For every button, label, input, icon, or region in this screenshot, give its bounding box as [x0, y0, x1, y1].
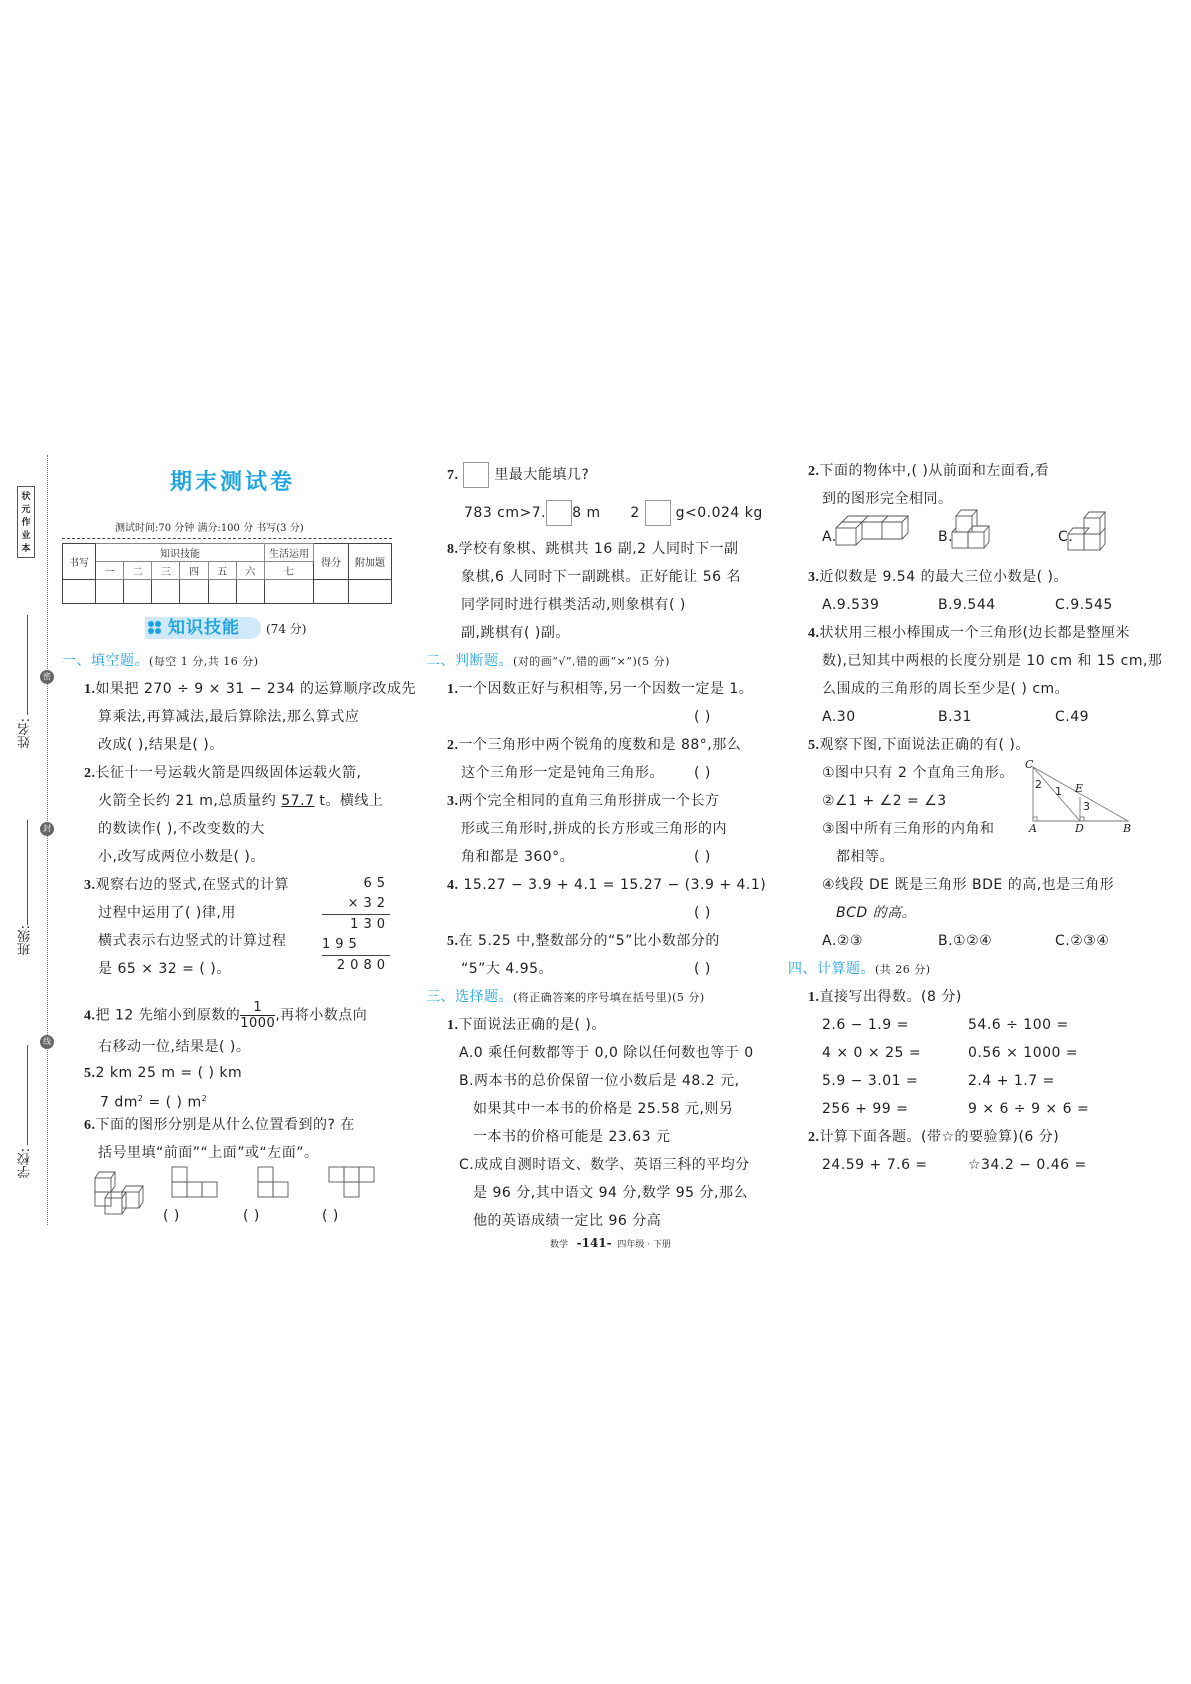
answer-blank-line[interactable]: 改成( ),结果是( )。	[98, 737, 224, 753]
score-cell[interactable]	[236, 580, 264, 604]
sub-col-3: 三	[152, 562, 180, 580]
question-text: 在 5.25 中,整数部分的“5”比小数部分的	[458, 933, 720, 949]
school-label: 学校:	[18, 1148, 33, 1179]
question-text: 长征十一号运载火箭是四级固体运载火箭,	[95, 765, 362, 781]
q-number: 4.	[84, 1008, 96, 1024]
score-cell[interactable]	[152, 580, 180, 604]
label-e: E	[1075, 782, 1084, 795]
seal-mi: 密	[40, 670, 54, 684]
cubes-step-figure	[1068, 510, 1113, 552]
answer-blank-line[interactable]: 下面的物体中,( )从前面和左面看,看	[819, 463, 1050, 479]
score-cell[interactable]	[349, 580, 392, 604]
q-number: 1.	[84, 682, 96, 697]
question-text: 状状用三根小棒围成一个三角形(边长都是整厘米	[819, 625, 1130, 641]
group-knowledge: 知识技能	[96, 544, 265, 562]
score-cell[interactable]	[124, 580, 152, 604]
answer-blank-line[interactable]: 过程中运用了( )律,用	[98, 905, 236, 921]
section4-heading	[788, 960, 931, 979]
q-number: 2.	[447, 738, 459, 753]
section2-note: (对的画“√”,错的画“×”)(5 分)	[513, 655, 670, 668]
q-number: 2.	[808, 464, 820, 479]
judge-blank[interactable]: ( )	[694, 905, 711, 921]
q-number: 7.	[447, 468, 459, 483]
name-label: 姓名:	[18, 718, 33, 749]
question-text: t。横线上	[314, 793, 384, 809]
calc-item: 256 + 99 =	[822, 1101, 909, 1117]
score-cell[interactable]	[208, 580, 236, 604]
statement: ③图中所有三角形的内角和	[822, 821, 995, 837]
option-b-label: B.	[938, 529, 954, 545]
calc-item: 24.59 + 7.6 =	[822, 1157, 928, 1173]
score-cell[interactable]	[265, 580, 314, 604]
left-view-figure	[258, 1167, 293, 1199]
option-b-cont: 如果其中一本书的价格是 25.58 元,则另	[473, 1101, 734, 1117]
question-text: 如果把 270 ÷ 9 × 31 − 234 的运算顺序改成先	[95, 681, 416, 697]
denominator: 1000	[240, 1016, 276, 1031]
vertical-multiplication	[322, 874, 390, 976]
question-text: 数),已知其中两根的长度分别是 10 cm 和 15 cm,那	[822, 653, 1163, 669]
section1-heading	[62, 652, 259, 671]
option-c-cont: 是 96 分,其中语文 94 分,数学 95 分,那么	[473, 1185, 748, 1201]
answer-blank-line[interactable]: 同学同时进行棋类活动,则象棋有( )	[461, 597, 686, 613]
section2-title: 二、判断题。	[426, 653, 513, 669]
vert-row: 130	[350, 917, 390, 932]
q-number: 1.	[447, 1018, 459, 1033]
answer-blank-line[interactable]: 么围成的三角形的周长至少是( ) cm。	[822, 681, 1070, 697]
question-text: 象棋,6 人同时下一副跳棋。正好能让 56 名	[461, 569, 742, 585]
option-b-cont: 一本书的价格可能是 23.63 元	[473, 1129, 671, 1145]
answer-blank-line[interactable]: 近似数是 9.54 的最大三位小数是( )。	[819, 569, 1068, 585]
statement: ④线段 DE 既是三角形 BDE 的高,也是三角形	[822, 877, 1115, 893]
seal-feng: 封	[40, 822, 54, 836]
section2-heading	[426, 652, 670, 671]
vert-row: ×32	[322, 894, 390, 915]
vert-row: 2080	[336, 958, 390, 973]
exam-info: 测试时间:70 分钟 满分:100 分 书写(3 分)	[115, 523, 304, 534]
calc-item: 2.4 + 1.7 =	[968, 1073, 1055, 1089]
header-divider	[62, 538, 392, 539]
option-a: A.9.539	[822, 597, 880, 613]
judge-blank[interactable]: ( )	[694, 765, 711, 781]
cube-stack-3d-figure	[95, 1172, 155, 1217]
class-underline	[27, 820, 28, 925]
option-a-label: A.	[822, 529, 837, 545]
section-banner-label: 知识技能	[168, 618, 240, 638]
option-c-label: C.	[1058, 529, 1074, 545]
score-cell[interactable]	[63, 580, 96, 604]
numerator: 1	[240, 1000, 275, 1016]
option-c: C.49	[1055, 709, 1090, 725]
q-number: 6.	[84, 1118, 96, 1133]
q-number: 3.	[84, 878, 96, 893]
option-c: C.成成自测时语文、数学、英语三科的平均分	[459, 1157, 750, 1173]
question-text: “5”大 4.95。	[461, 961, 554, 977]
inequality-text: 783 cm>7.	[464, 505, 547, 521]
option-a: A.0 乘任何数都等于 0,0 除以任何数也等于 0	[459, 1045, 754, 1061]
underlined-number: 57.7	[281, 793, 315, 809]
school-underline	[27, 1045, 28, 1145]
q-number: 5.	[808, 738, 820, 753]
question-text: 直接写出得数。(8 分)	[819, 989, 962, 1005]
question-text: ,再将小数点向	[275, 1007, 368, 1024]
question-text: 这个三角形一定是钝角三角形。	[461, 765, 664, 781]
option-c: C.9.545	[1055, 597, 1113, 613]
front-view-figure	[172, 1167, 222, 1199]
section-banner-score: (74 分)	[266, 622, 307, 636]
q-number: 5.	[447, 934, 459, 949]
question-text: 把 12 先缩小到原数的	[95, 1007, 241, 1024]
calc-item: 5.9 − 3.01 =	[822, 1073, 919, 1089]
label-b: B	[1123, 822, 1132, 835]
top-view-figure	[329, 1167, 379, 1199]
sub-col-6: 六	[236, 562, 264, 580]
question-text: 学校有象棋、跳棋共 16 副,2 人同时下一副	[458, 541, 739, 557]
col-score: 得分	[314, 544, 349, 580]
fraction	[240, 1000, 275, 1031]
page-footer	[550, 1236, 671, 1250]
score-cell[interactable]	[180, 580, 208, 604]
question-text: 算乘法,再算减法,最后算除法,那么算式应	[98, 709, 360, 725]
question-text: 火箭全长约 21 m,总质量约	[98, 793, 282, 809]
sub-col-2: 二	[124, 562, 152, 580]
label-d: D	[1075, 822, 1084, 835]
q-number: 3.	[447, 794, 459, 809]
option-b: B.9.544	[938, 597, 996, 613]
sub-col-7: 七	[265, 562, 314, 580]
angle-3-label: 3	[1083, 800, 1090, 813]
sub-col-1: 一	[96, 562, 124, 580]
question-text: 计算下面各题。(带☆的要验算)(6 分)	[819, 1129, 1060, 1145]
calc-item: 9 × 6 ÷ 9 × 6 =	[968, 1101, 1090, 1117]
question-text: 一个因数正好与积相等,另一个因数一定是 1。	[458, 681, 754, 697]
binding-dotted-line	[47, 455, 48, 1225]
judge-blank[interactable]: ( )	[694, 849, 711, 865]
fill-box[interactable]	[463, 462, 489, 488]
section1-title: 一、填空题。	[62, 653, 149, 669]
statement: ①图中只有 2 个直角三角形。	[822, 765, 1014, 781]
seal-xian: 线	[40, 1035, 54, 1049]
sub-col-4: 四	[180, 562, 208, 580]
answer-blank[interactable]: ( )	[163, 1208, 180, 1224]
question-text: 括号里填“前面”“上面”或“左面”。	[98, 1145, 319, 1161]
answer-blank-line[interactable]: 的数读作( ),不改变数的大	[98, 821, 265, 837]
calc-item: 2.6 − 1.9 =	[822, 1017, 909, 1033]
section4-title: 四、计算题。	[788, 961, 875, 977]
q-number: 4.	[447, 878, 459, 893]
section3-heading	[426, 988, 705, 1007]
col-writing: 书写	[63, 544, 96, 580]
score-table	[62, 543, 392, 604]
q-number: 2.	[808, 1130, 820, 1145]
question-text: 到的图形完全相同。	[822, 491, 953, 507]
q-number: 5.	[84, 1066, 96, 1081]
vert-row: 65	[363, 876, 390, 891]
section3-note: (将正确答案的序号填在括号里)(5 分)	[513, 991, 705, 1004]
judge-blank[interactable]: ( )	[694, 961, 711, 977]
question-text: 角和都是 360°。	[461, 849, 575, 865]
col-bonus: 附加题	[349, 544, 392, 580]
statement-cont: 都相等。	[836, 849, 894, 865]
name-underline	[27, 615, 28, 715]
page-number: -141-	[576, 1236, 612, 1250]
inequality-text: g<0.024 kg	[675, 505, 763, 521]
answer-blank-line[interactable]: 是 65 × 32 = ( )。	[98, 961, 231, 977]
cubes-row-figure	[836, 518, 896, 548]
calc-item: 4 × 0 × 25 =	[822, 1045, 922, 1061]
vert-row: 195	[322, 935, 390, 956]
question-text: 观察右边的竖式,在竖式的计算	[95, 877, 289, 893]
option-a: A.30	[822, 709, 856, 725]
q-number: 8.	[447, 542, 459, 557]
option-b: B.31	[938, 709, 972, 725]
answer-blank-line[interactable]: 小,改写成两位小数是( )。	[98, 849, 265, 865]
section3-title: 三、选择题。	[426, 989, 513, 1005]
label-a: A	[1029, 822, 1037, 835]
option-c-cont: 他的英语成绩一定比 96 分高	[473, 1213, 662, 1229]
statement-cont: BCD 的高。	[836, 905, 917, 921]
section4-note: (共 26 分)	[875, 963, 931, 976]
option-b: B.①②④	[938, 933, 993, 949]
class-label: 班级:	[18, 925, 33, 956]
answer-blank-line[interactable]: 下面说法正确的是( )。	[458, 1017, 606, 1033]
question-text: 里最大能填几?	[494, 467, 590, 483]
sub-col-5: 五	[208, 562, 236, 580]
calc-item: 0.56 × 1000 =	[968, 1045, 1079, 1061]
q-number: 1.	[447, 682, 459, 697]
answer-blank-line[interactable]: = ( ) m	[148, 1094, 202, 1111]
score-cell[interactable]	[96, 580, 124, 604]
angle-1-label: 1	[1055, 785, 1062, 798]
clover-icon	[148, 621, 162, 635]
option-b: B.两本书的总价保留一位小数后是 48.2 元,	[459, 1073, 740, 1089]
answer-blank[interactable]: ( )	[322, 1208, 339, 1224]
group-life: 生活运用	[265, 544, 314, 562]
inequality-text: 2	[630, 505, 640, 521]
question-text: 下面的图形分别是从什么位置看到的? 在	[95, 1117, 355, 1133]
inequality-text: 8 m	[572, 505, 601, 521]
answer-blank-line[interactable]: 副,跳棋有( )副。	[461, 625, 570, 641]
page-title: 期末测试卷	[170, 469, 296, 495]
calc-item: 54.6 ÷ 100 =	[968, 1017, 1069, 1033]
answer-blank[interactable]: ( )	[243, 1208, 260, 1224]
triangle-figure	[1028, 764, 1133, 829]
statement: ②∠1 + ∠2 = ∠3	[822, 793, 947, 809]
question-text: 7 dm	[100, 1094, 138, 1111]
fill-box[interactable]	[546, 500, 572, 526]
answer-blank-line[interactable]: 观察下图,下面说法正确的有( )。	[819, 737, 1030, 753]
q-number: 2.	[84, 766, 96, 781]
question-text: 两个完全相同的直角三角形拼成一个长方	[458, 793, 720, 809]
fill-box[interactable]	[645, 500, 671, 526]
judge-blank[interactable]: ( )	[694, 709, 711, 725]
option-a: A.②③	[822, 933, 863, 949]
answer-blank-line[interactable]: 右移动一位,结果是( )。	[98, 1039, 251, 1055]
answer-blank-line[interactable]: 2 km 25 m = ( ) km	[95, 1065, 243, 1081]
option-c: C.②③④	[1055, 933, 1110, 949]
brand-label: 状元作业本	[17, 486, 35, 558]
q-number: 3.	[808, 570, 820, 585]
q-number: 4.	[808, 626, 820, 641]
question-text: 15.27 − 3.9 + 4.1 = 15.27 − (3.9 + 4.1)	[458, 877, 767, 893]
question-text: 一个三角形中两个锐角的度数和是 88°,那么	[458, 737, 742, 753]
label-c: C	[1025, 758, 1034, 771]
score-cell[interactable]	[314, 580, 349, 604]
calc-item: ☆34.2 − 0.46 =	[968, 1157, 1087, 1173]
question-text: 形或三角形时,拼成的长方形或三角形的内	[461, 821, 727, 837]
cubes-l-figure	[952, 508, 997, 550]
footer-subject: 数学	[550, 1240, 569, 1250]
q-number: 1.	[808, 990, 820, 1005]
section1-note: (每空 1 分,共 16 分)	[149, 655, 259, 668]
footer-grade: 四年级 · 下册	[617, 1240, 671, 1250]
question-text: 横式表示右边竖式的计算过程	[98, 933, 287, 949]
angle-2-label: 2	[1035, 778, 1042, 791]
